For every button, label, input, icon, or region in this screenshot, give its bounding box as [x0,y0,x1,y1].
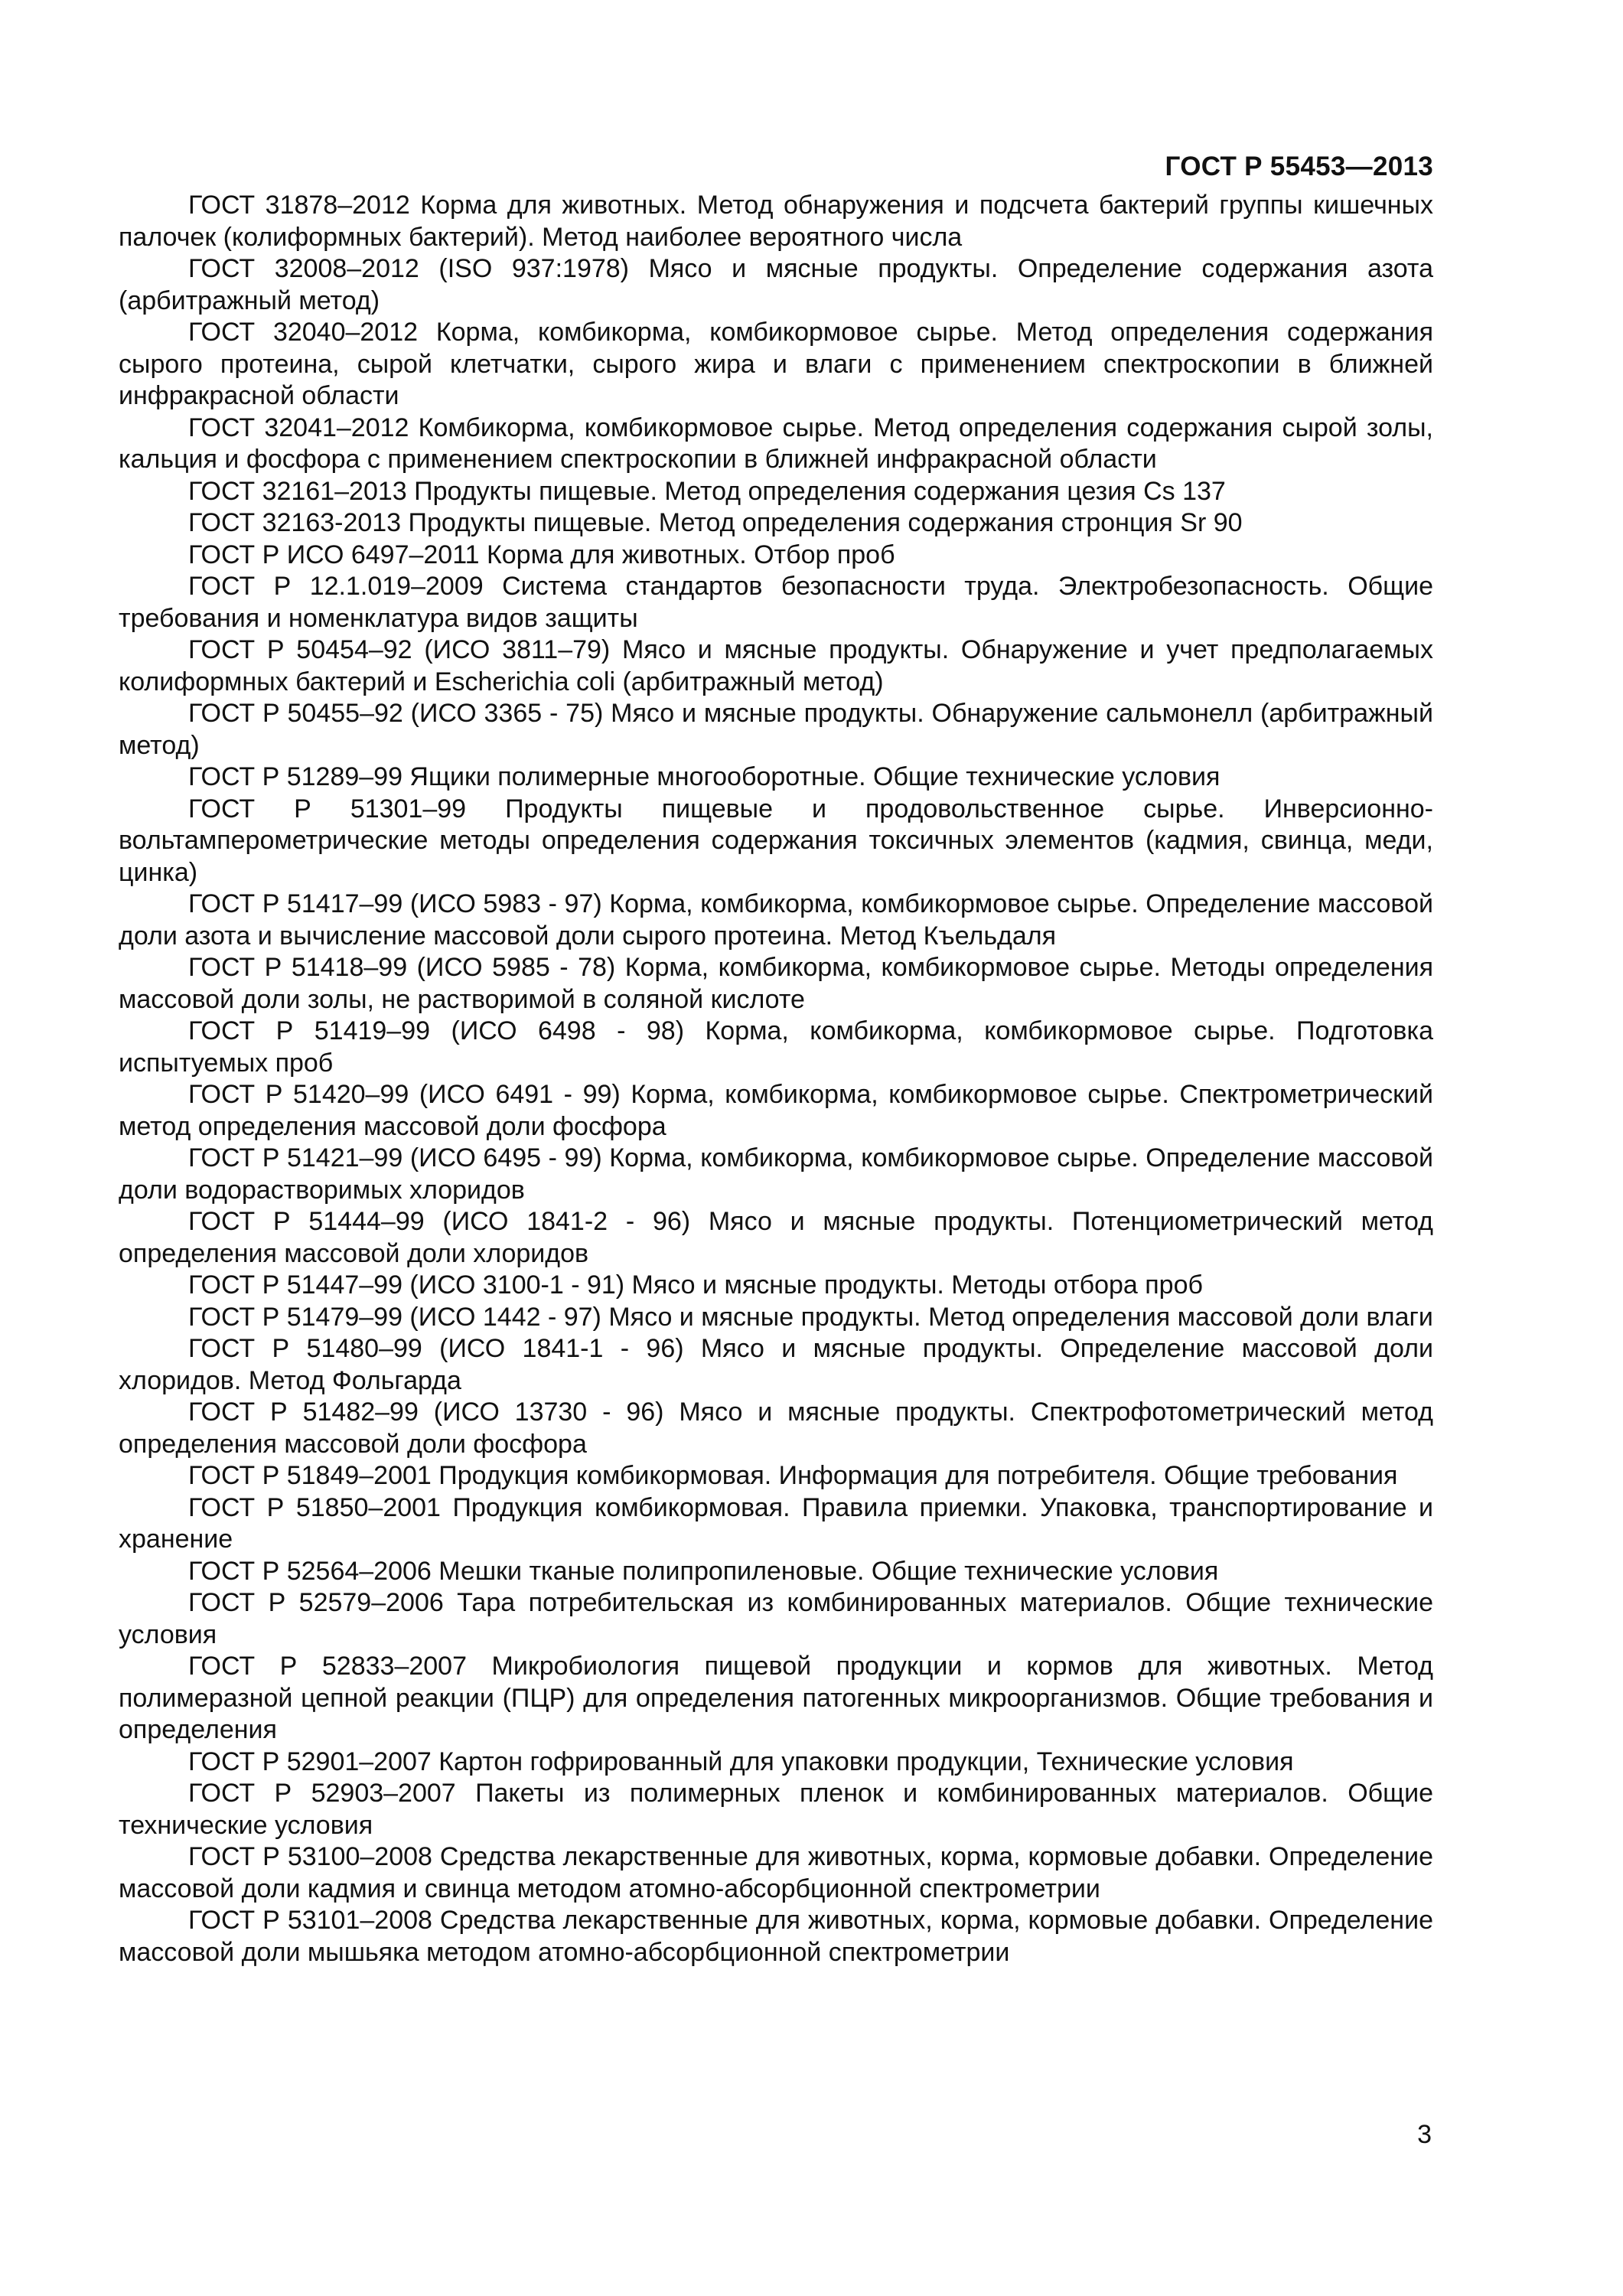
reference-entry: ГОСТ Р 52579–2006 Тара потребительская из комбинированных материалов. Общие технические условия [119,1588,1433,1649]
normative-references-list [119,190,1433,1968]
reference-entry: ГОСТ 31878–2012 Корма для животных. Метод обнаружения и подсчета бактерий группы кишечных палочек (колиформных бактерий). Метод наиболее вероятного числа [119,191,1433,252]
reference-entry: ГОСТ Р 51289–99 Ящики полимерные многооборотные. Общие технические условия [188,762,1221,791]
reference-entry: ГОСТ Р 51849–2001 Продукция комбикормовая. Информация для потребителя. Общие требования [188,1461,1398,1490]
reference-entry: ГОСТ Р 51419–99 (ИСО 6498 - 98) Корма, комбикорма, комбикормовое сырье. Подготовка испытуемых проб [119,1016,1433,1078]
reference-entry: ГОСТ Р 50454–92 (ИСО 3811–79) Мясо и мясные продукты. Обнаружение и учет предполагаемых колиформных бактерий и Escherichia coli (арбитражный метод) [119,635,1433,696]
reference-entry: ГОСТ Р 51301–99 Продукты пищевые и продовольственное сырье. Инверсионно-вольтамперометрические методы определения содержания токсичных элементов (кадмия, свинца, меди, цинка) [119,794,1433,887]
reference-entry: ГОСТ Р 51418–99 (ИСО 5985 - 78) Корма, комбикорма, комбикормовое сырье. Методы определения массовой доли золы, не растворимой в соляной кислоте [119,953,1433,1014]
reference-entry: ГОСТ Р 53100–2008 Средства лекарственные для животных, корма, кормовые добавки. Определение массовой доли кадмия и свинца методом атомно-абсорбционной спектрометрии [119,1842,1433,1903]
reference-entry: ГОСТ Р 53101–2008 Средства лекарственные для животных, корма, кормовые добавки. Определение массовой доли мышьяка методом атомно-абсорбционной спектрометрии [119,1906,1433,1967]
reference-entry: ГОСТ Р 51417–99 (ИСО 5983 - 97) Корма, комбикорма, комбикормовое сырье. Определение массовой доли азота и вычисление массовой доли сырого протеина. Метод Къельдаля [119,889,1433,951]
reference-entry: ГОСТ Р 51444–99 (ИСО 1841-2 - 96) Мясо и мясные продукты. Потенциометрический метод определения массовой доли хлоридов [119,1207,1433,1268]
reference-entry: ГОСТ Р 51850–2001 Продукция комбикормовая. Правила приемки. Упаковка, транспортирование и хранение [119,1492,1433,1554]
reference-entry: ГОСТ Р 52901–2007 Картон гофрированный для упаковки продукции, Технические условия [188,1746,1294,1776]
reference-entry: ГОСТ Р 51480–99 (ИСО 1841-1 - 96) Мясо и мясные продукты. Определение массовой доли хлоридов. Метод Фольгарда [119,1334,1433,1395]
reference-entry: ГОСТ 32041–2012 Комбикорма, комбикормовое сырье. Метод определения содержания сырой золы, кальция и фосфора с применением спектроскопии в ближней инфракрасной области [119,413,1433,474]
reference-entry: ГОСТ Р 51479–99 (ИСО 1442 - 97) Мясо и мясные продукты. Метод определения массовой доли влаги [188,1302,1433,1332]
reference-entry: ГОСТ Р 51421–99 (ИСО 6495 - 99) Корма, комбикорма, комбикормовое сырье. Определение массовой доли водорастворимых хлоридов [119,1143,1433,1205]
reference-entry: ГОСТ Р 52564–2006 Мешки тканые полипропиленовые. Общие технические условия [188,1556,1219,1586]
page-number: 3 [1417,2120,1432,2149]
reference-entry: ГОСТ Р 12.1.019–2009 Система стандартов безопасности труда. Электробезопасность. Общие требования и номенклатура видов защиты [119,572,1433,633]
reference-entry: ГОСТ Р 50455–92 (ИСО 3365 - 75) Мясо и мясные продукты. Обнаружение сальмонелл (арбитражный метод) [119,699,1433,760]
reference-entry: ГОСТ 32163-2013 Продукты пищевые. Метод определения содержания стронция Sr 90 [188,508,1243,537]
reference-entry: ГОСТ 32161–2013 Продукты пищевые. Метод определения содержания цезия Cs 137 [188,476,1226,506]
reference-entry: ГОСТ 32008–2012 (ISO 937:1978) Мясо и мясные продукты. Определение содержания азота (арбитражный метод) [119,254,1433,315]
document-header-id: ГОСТ Р 55453—2013 [1165,152,1433,181]
reference-entry: ГОСТ Р 51420–99 (ИСО 6491 - 99) Корма, комбикорма, комбикормовое сырье. Спектрометрический метод определения массовой доли фосфора [119,1080,1433,1141]
reference-entry: ГОСТ Р ИСО 6497–2011 Корма для животных. Отбор проб [188,540,895,569]
reference-entry: ГОСТ Р 51482–99 (ИСО 13730 - 96) Мясо и мясные продукты. Спектрофотометрический метод определения массовой доли фосфора [119,1397,1433,1459]
reference-entry: ГОСТ Р 52833–2007 Микробиология пищевой продукции и кормов для животных. Метод полимеразной цепной реакции (ПЦР) для определения патогенных микроорганизмов. Общие требования и определения [119,1652,1433,1744]
reference-entry: ГОСТ Р 51447–99 (ИСО 3100-1 - 91) Мясо и мясные продукты. Методы отбора проб [188,1270,1203,1300]
reference-entry: ГОСТ Р 52903–2007 Пакеты из полимерных пленок и комбинированных материалов. Общие технические условия [119,1779,1433,1840]
reference-entry: ГОСТ 32040–2012 Корма, комбикорма, комбикормовое сырье. Метод определения содержания сырого протеина, сырой клетчатки, сырого жира и влаги с применением спектроскопии в ближней инфракрасной области [119,318,1433,410]
